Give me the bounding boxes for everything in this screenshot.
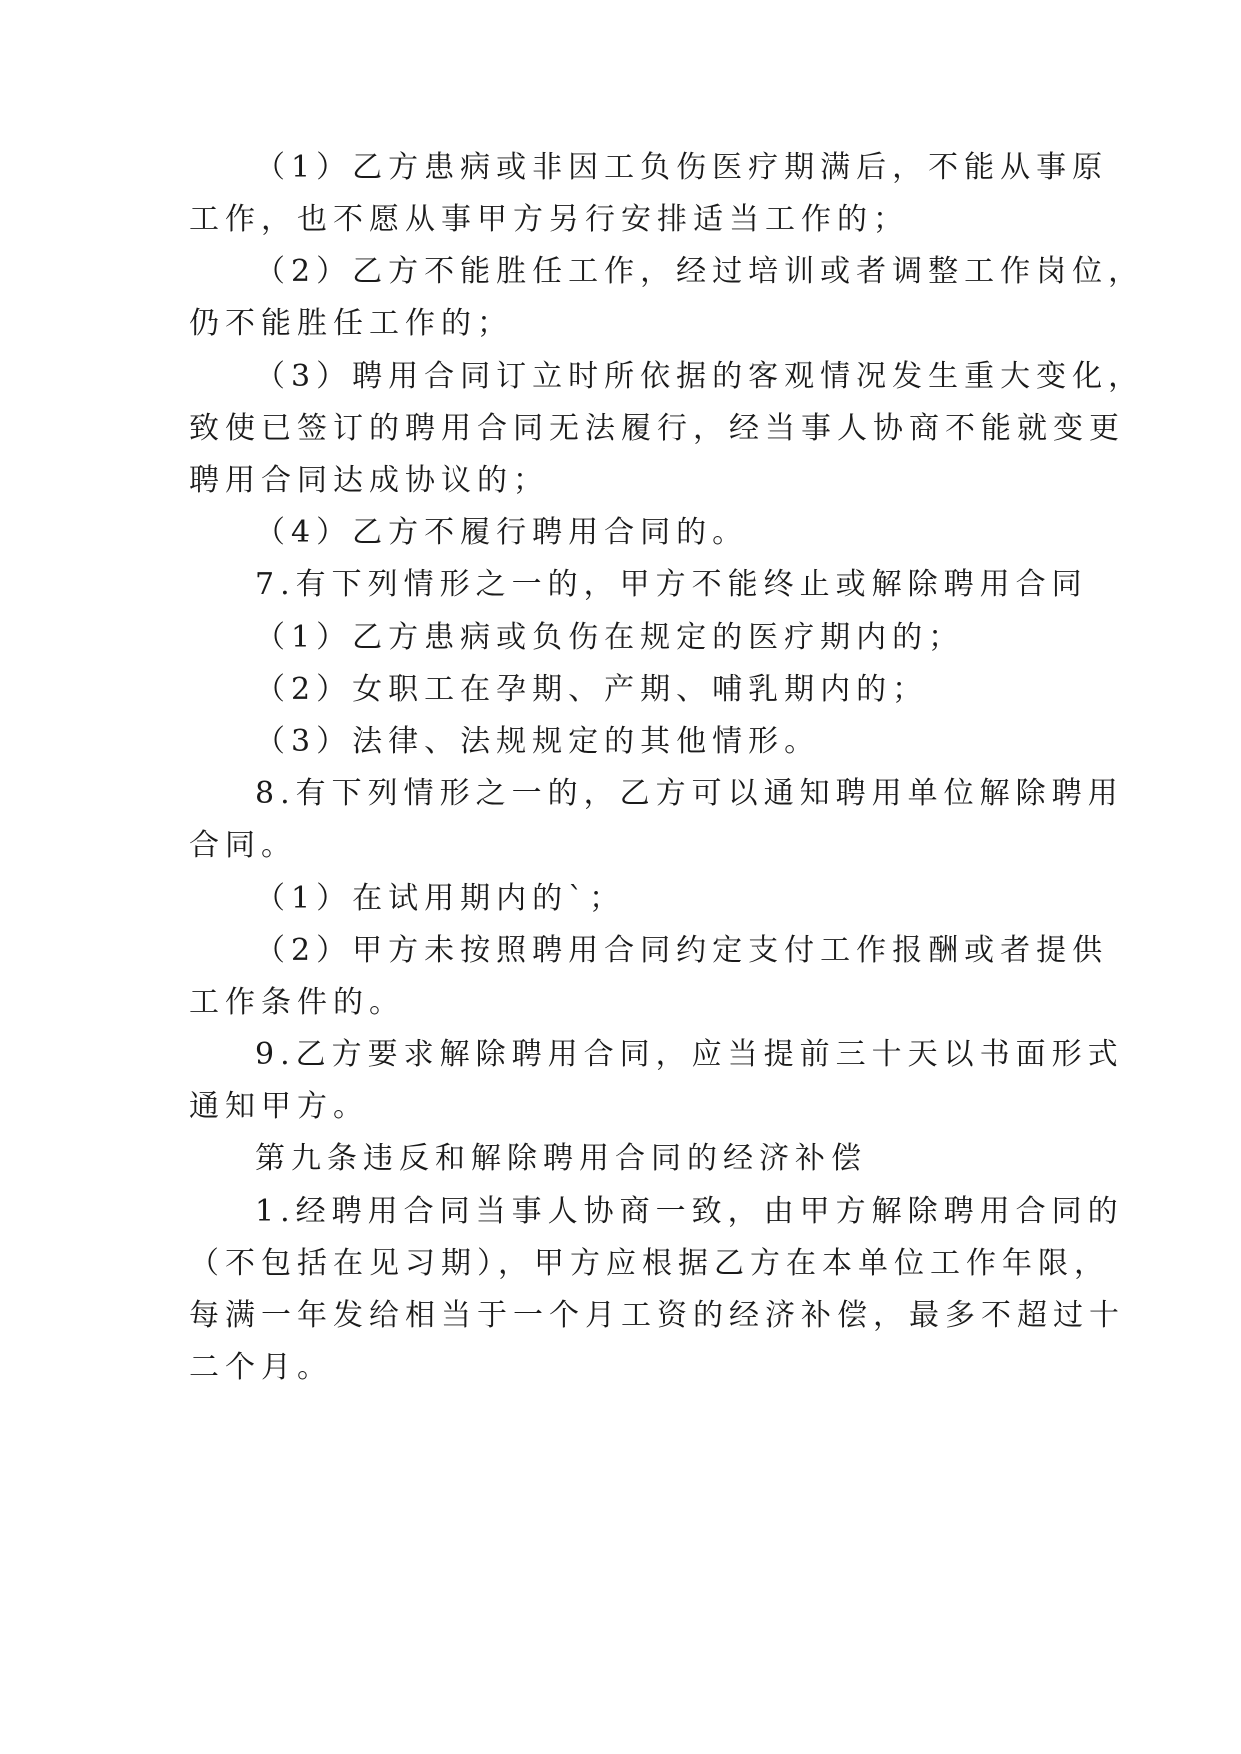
paragraph-line: （1）乙方患病或非因工负伤医疗期满后，不能从事原 — [255, 150, 1109, 185]
paragraph-line: （3）聘用合同订立时所依据的客观情况发生重大变化， — [255, 359, 1145, 394]
paragraph-line: 每满一年发给相当于一个月工资的经济补偿，最多不超过十 — [189, 1298, 1125, 1333]
paragraph-line: （不包括在见习期），甲方应根据乙方在本单位工作年限， — [189, 1246, 1110, 1281]
paragraph-line: （1）在试用期内的`； — [255, 881, 626, 916]
paragraph-line: （2）女职工在孕期、产期、哺乳期内的； — [255, 672, 929, 707]
paragraph-line: 工作条件的。 — [189, 985, 405, 1020]
paragraph-line: 工作，也不愿从事甲方另行安排适当工作的； — [189, 202, 909, 237]
section-heading: 第九条违反和解除聘用合同的经济补偿 — [255, 1141, 867, 1176]
paragraph-line: 9.乙方要求解除聘用合同，应当提前三十天以书面形式 — [255, 1037, 1124, 1072]
paragraph-line: 合同。 — [189, 828, 297, 863]
paragraph-line: 通知甲方。 — [189, 1089, 369, 1124]
paragraph-line: 8.有下列情形之一的，乙方可以通知聘用单位解除聘用 — [255, 776, 1124, 811]
paragraph-line: （3）法律、法规规定的其他情形。 — [255, 724, 821, 759]
paragraph-line: 聘用合同达成协议的； — [189, 463, 549, 498]
paragraph-line: 仍不能胜任工作的； — [189, 306, 513, 341]
paragraph-line: （4）乙方不履行聘用合同的。 — [255, 515, 749, 550]
paragraph-line: 二个月。 — [189, 1350, 333, 1385]
paragraph-line: （2）乙方不能胜任工作，经过培训或者调整工作岗位， — [255, 254, 1145, 289]
paragraph-line: 7.有下列情形之一的，甲方不能终止或解除聘用合同 — [255, 567, 1088, 602]
paragraph-line: 致使已签订的聘用合同无法履行，经当事人协商不能就变更 — [189, 411, 1125, 446]
paragraph-line: （1）乙方患病或负伤在规定的医疗期内的； — [255, 620, 965, 655]
paragraph-line: （2）甲方未按照聘用合同约定支付工作报酬或者提供 — [255, 933, 1109, 968]
paragraph-line: 1.经聘用合同当事人协商一致，由甲方解除聘用合同的 — [255, 1194, 1124, 1229]
